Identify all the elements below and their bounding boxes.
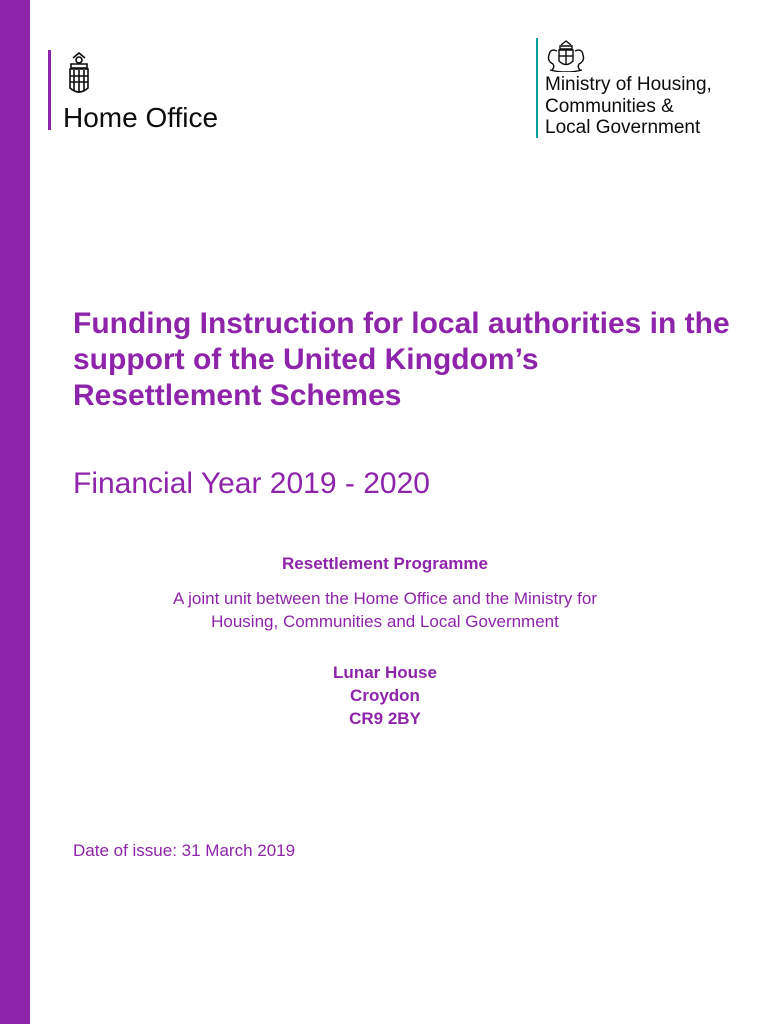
home-office-logo	[48, 50, 258, 132]
address-line: Croydon	[350, 686, 420, 705]
mhclg-logo-line: Communities &	[545, 95, 674, 117]
mhclg-logo-line: Local Government	[545, 117, 701, 138]
date-of-issue: Date of issue: 31 March 2019	[73, 841, 296, 860]
mhclg-logo-name	[545, 74, 712, 139]
mhclg-logo-line: Ministry of Housing,	[545, 74, 712, 95]
description-line: A joint unit between the Home Office and the Ministry for	[173, 589, 597, 608]
financial-year-subtitle: Financial Year 2019 - 2020	[73, 467, 430, 500]
mhclg-logo-rule	[536, 38, 538, 138]
address-line: Lunar House	[333, 663, 437, 682]
programme-description	[30, 587, 740, 633]
address-line: CR9 2BY	[349, 709, 421, 728]
office-address	[30, 661, 740, 730]
home-office-logo-name: Home Office	[63, 102, 219, 133]
home-office-logo-rule	[48, 50, 51, 130]
royal-coat-of-arms-portcullis-icon	[64, 52, 94, 98]
mhclg-logo	[536, 38, 746, 142]
programme-heading: Resettlement Programme	[282, 554, 488, 573]
side-accent-bar	[0, 0, 30, 1024]
description-line: Housing, Communities and Local Government	[211, 612, 559, 631]
royal-coat-of-arms-icon	[544, 40, 588, 72]
document-title: Funding Instruction for local authorities in the support of the United Kingdom’s Resettlement Schemes	[73, 307, 730, 412]
